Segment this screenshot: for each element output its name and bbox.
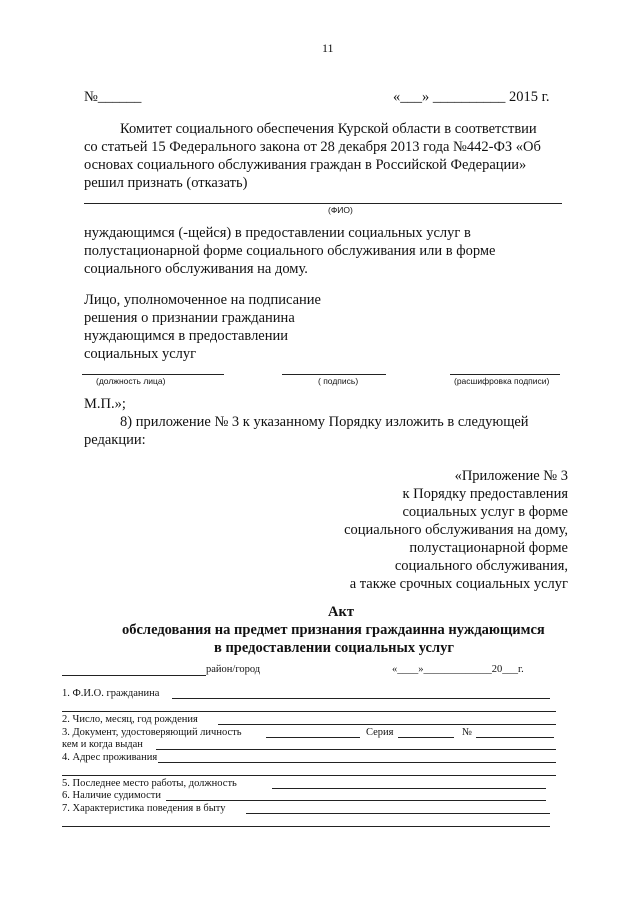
page-number: 11 [322,41,334,55]
document-number: №______ [84,89,142,105]
field-workplace-line[interactable] [272,788,546,789]
signatory-line-4: социальных услуг [84,346,197,362]
field-birthdate-label: 2. Число, месяц, год рождения [62,714,198,725]
district-label: район/город [206,664,261,675]
field-series-line[interactable] [398,737,454,738]
signature-caption: ( подпись) [318,376,359,386]
field-record-line[interactable] [166,800,546,801]
field-address-extra-line[interactable] [62,775,556,776]
field-series-label: Серия [366,727,394,738]
act-title: Акт [328,604,354,620]
item8-line-2: редакции: [84,432,146,448]
decision-line-3: основах социального обслуживания граждан в Российской Федерации» [84,157,527,173]
signatory-line-1: Лицо, уполномоченное на подписание [84,292,321,308]
document-date: «___» __________ 2015 г. [393,89,550,105]
appendix-line-6: социального обслуживания, [394,558,568,574]
appendix-line-4: социального обслуживания на дому, [344,522,568,538]
appendix-line-1: «Приложение № 3 [454,468,568,484]
field-fio-label: 1. Ф.И.О. гражданина [62,688,160,699]
field-number-label: № [462,727,473,738]
field-behavior-line[interactable] [246,813,550,814]
field-fio-line[interactable] [172,698,550,699]
act-subtitle-1: обследования на предмет признания граждаинна нуждающимся [122,622,545,638]
field-behavior-extra-line[interactable] [62,826,550,827]
survey-date: «____»_____________20___г. [392,664,524,675]
act-subtitle-2: в предоставлении социальных услуг [214,640,454,656]
stamp-place: М.П.»; [84,396,126,412]
field-document-line[interactable] [266,737,360,738]
field-address-label: 4. Адрес проживания [62,752,158,763]
need-line-3: социального обслуживания на дому. [84,261,308,277]
decoding-caption: (расшифровка подписи) [454,376,550,386]
decision-line-1: Комитет социального обеспечения Курской области в соответствии [120,121,537,137]
appendix-line-2: к Порядку предоставления [402,486,568,502]
field-workplace-label: 5. Последнее место работы, должность [62,778,237,789]
appendix-line-7: а также срочных социальных услуг [349,576,568,592]
field-document-label: 3. Документ, удостоверяющий личность [62,727,242,738]
field-record-label: 6. Наличие судимости [62,790,161,801]
decision-line-2: со статьей 15 Федерального закона от 28 декабря 2013 года №442-ФЗ «Об [84,139,541,155]
field-issued-line[interactable] [156,749,556,750]
decision-line-4: решил признать (отказать) [84,175,248,191]
position-line [82,374,224,375]
field-behavior-label: 7. Характеристика поведения в быту [62,803,226,814]
field-issued-label: кем и когда выдан [62,739,143,750]
need-line-2: полустационарной форме социального обслуживания или в форме [84,243,496,259]
field-birthdate-line[interactable] [218,724,556,725]
field-number-line[interactable] [476,737,554,738]
appendix-line-5: полустационарной форме [409,540,568,556]
signature-line [282,374,386,375]
item8-line-1: 8) приложение № 3 к указанному Порядку изложить в следующей [120,414,529,430]
appendix-line-3: социальных услуг в форме [402,504,568,520]
field-fio-extra-line[interactable] [62,711,556,712]
field-address-line[interactable] [158,762,556,763]
signatory-line-3: нуждающимся в предоставлении [84,328,289,344]
need-line-1: нуждающимся (-щейся) в предоставлении социальных услуг в [84,225,471,241]
fio-line [84,203,562,204]
district-line [62,675,206,676]
signatory-line-2: решения о признании гражданина [84,310,295,326]
position-caption: (должность лица) [96,376,166,386]
decoding-line [450,374,560,375]
fio-caption: (ФИО) [328,205,353,215]
